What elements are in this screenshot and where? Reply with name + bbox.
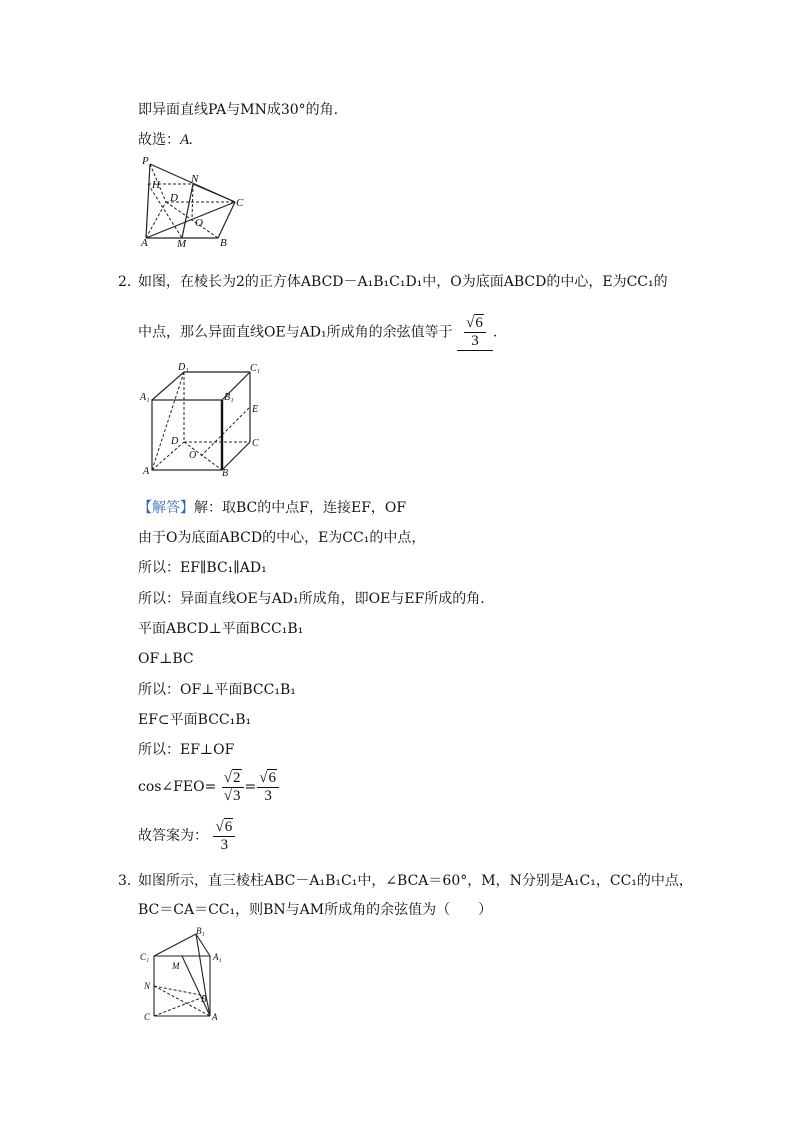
label-M: M (177, 238, 187, 248)
label-A: A (141, 237, 148, 248)
cos-fraction-1: $\frac{√2}{√3}$ (222, 770, 244, 805)
pyramid-figure (138, 152, 253, 248)
q2-step-8: 所以：EF⊥OF (138, 742, 235, 758)
cube-figure (138, 362, 268, 478)
q2-number: 2． (118, 274, 141, 290)
label-N: N (191, 173, 199, 185)
prev-conclusion: 即异面直线PA与MN成30°的角. (138, 102, 339, 118)
label-D: D (170, 192, 178, 204)
q2-step-4: 平面ABCD⊥平面BCC₁B₁ (138, 621, 304, 637)
label-D: D (171, 436, 179, 447)
label-B: B (222, 468, 229, 478)
label-B: B (201, 994, 207, 1004)
q2-step-2: 所以：EF∥BC₁∥AD₁ (138, 560, 267, 576)
label-A1: A₁ (140, 392, 150, 403)
q2-step-5: OF⊥BC (138, 651, 194, 667)
label-O: O (195, 217, 203, 229)
label-O: O (189, 450, 197, 461)
label-D1: D₁ (178, 362, 189, 373)
q2-answer-fraction: $\frac{√6}{3}$ (464, 315, 486, 350)
q2-step-3: 所以：异面直线OE与AD₁所成角，即OE与EF所成的角. (138, 591, 485, 607)
q2-cos-formula: cos∠FEO= $\frac{√2}{√3}$ = $\frac{√6}{3}$ (138, 767, 280, 807)
q3-stem-line1: 如图所示，直三棱柱ABC－A₁B₁C₁中，∠BCA＝60°，M，N分别是A₁C₁，CC₁的中点， (138, 873, 693, 889)
label-C1: C₁ (140, 952, 150, 962)
q2-solution-intro: 【解答】解：取BC的中点F，连接EF，OF (138, 500, 407, 516)
label-A1: A₁ (213, 952, 222, 962)
label-B: B (220, 237, 227, 248)
label-N: N (144, 981, 151, 991)
prism-figure (138, 926, 233, 1024)
label-H: H (152, 179, 160, 191)
q2-step-1: 由于O为底面ABCD的中心，E为CC₁的中点， (138, 530, 426, 546)
q2-answer-blank (457, 314, 493, 351)
final-fraction: $\frac{√6}{3}$ (213, 819, 235, 854)
label-E: E (252, 404, 259, 415)
label-C: C (252, 438, 259, 449)
q2-step-6: 所以：OF⊥平面BCC₁B₁ (138, 682, 296, 698)
q2-final-answer: 故答案为： $\frac{√6}{3}$ (138, 816, 236, 856)
q3-number: 3． (118, 873, 141, 889)
cos-fraction-2: $\frac{√6}{3}$ (257, 770, 279, 805)
q2-stem-line1: 如图，在棱长为2的正方体ABCD－A₁B₁C₁D₁中，O为底面ABCD的中心，E为CC₁的 (138, 274, 668, 290)
label-C1: C₁ (250, 363, 261, 374)
label-C: C (236, 197, 244, 209)
label-M: M (172, 961, 180, 971)
prev-answer: 故选：A. (138, 132, 193, 148)
q2-step-7: EF⊂平面BCC₁B₁ (138, 712, 252, 728)
label-B1: B₁ (224, 392, 234, 403)
label-C: C (144, 1012, 151, 1022)
q3-stem-line2: BC＝CA＝CC₁，则BN与AM所成角的余弦值为（ ） (138, 902, 493, 918)
label-A: A (212, 1012, 218, 1022)
label-P: P (142, 155, 149, 167)
q2-stem-line2: 中点，那么异面直线OE与AD₁所成角的余弦值等于 $\frac{√6}{3}$ . (138, 314, 497, 351)
label-A: A (143, 466, 150, 477)
label-B1: B₁ (196, 926, 205, 936)
